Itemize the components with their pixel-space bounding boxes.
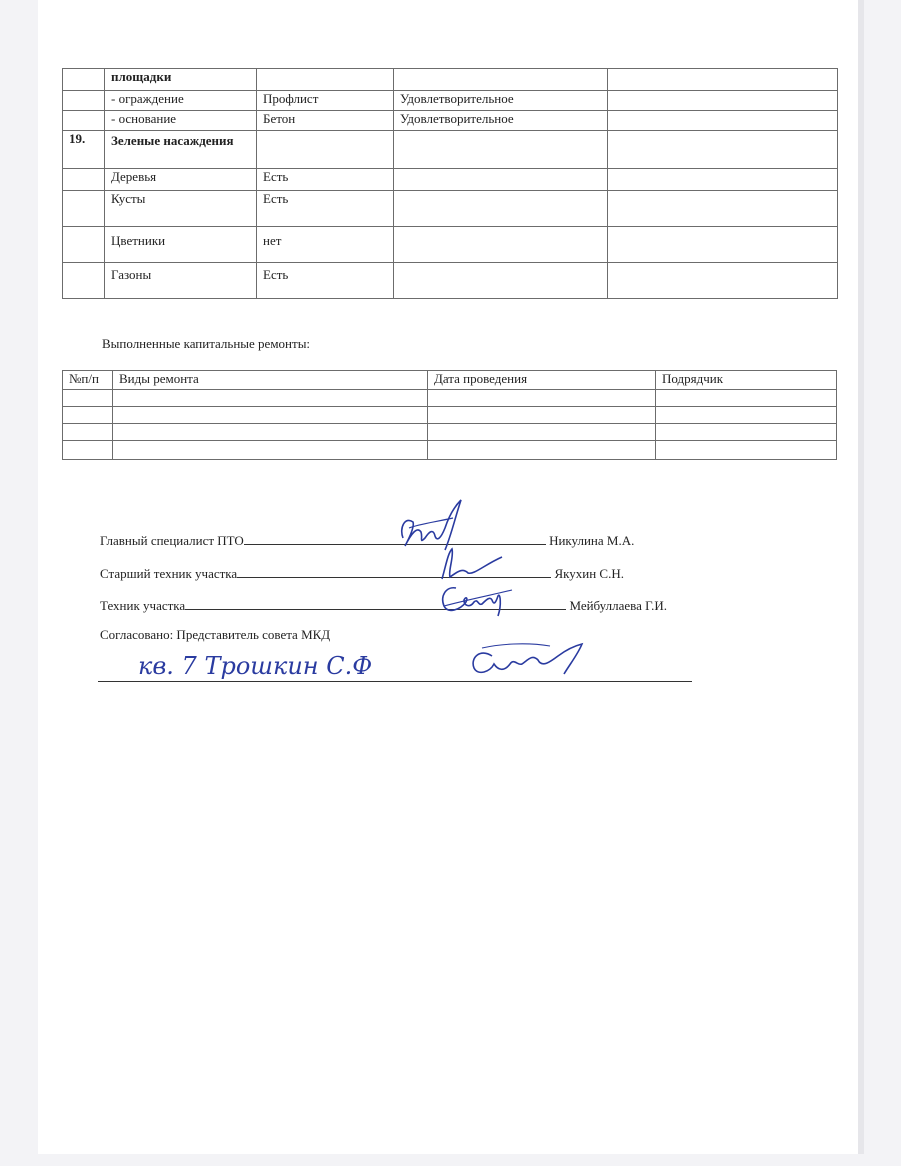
table-cell: Бетон bbox=[257, 111, 394, 131]
table-row bbox=[63, 441, 837, 460]
header-repair-type: Виды ремонта bbox=[113, 371, 428, 390]
table-cell: Деревья bbox=[105, 169, 257, 191]
table-cell bbox=[608, 131, 838, 169]
handwritten-council-signature bbox=[130, 642, 610, 690]
repairs-table bbox=[62, 370, 837, 460]
page-edge bbox=[858, 0, 864, 1154]
table-cell bbox=[63, 111, 105, 131]
table-header-row bbox=[63, 371, 837, 390]
table-cell: площадки bbox=[105, 69, 257, 91]
table-cell: Удовлетворительное bbox=[394, 111, 608, 131]
table-cell bbox=[608, 111, 838, 131]
table-cell: Цветники bbox=[105, 227, 257, 263]
tech-name: Мейбуллаева Г.И. bbox=[569, 598, 668, 613]
signature-tech-icon bbox=[436, 582, 516, 618]
table-row bbox=[63, 131, 838, 169]
table-cell bbox=[257, 131, 394, 169]
signature-row-senior bbox=[100, 565, 624, 582]
table-cell bbox=[394, 191, 608, 227]
table-cell: Есть bbox=[257, 191, 394, 227]
table-cell bbox=[63, 263, 105, 299]
table-cell: Газоны bbox=[105, 263, 257, 299]
table-row bbox=[63, 69, 838, 91]
table-cell bbox=[394, 131, 608, 169]
table-cell bbox=[394, 69, 608, 91]
table-cell: Профлист bbox=[257, 91, 394, 111]
repairs-caption: Выполненные капитальные ремонты: bbox=[102, 336, 311, 351]
table-cell: - ограждение bbox=[105, 91, 257, 111]
table-row bbox=[63, 390, 837, 407]
council-signature-line bbox=[98, 681, 692, 682]
table-row bbox=[63, 263, 838, 299]
table-cell bbox=[608, 263, 838, 299]
table-cell bbox=[63, 169, 105, 191]
handwritten-text: кв. 7 Трошкин С.Ф bbox=[138, 652, 373, 680]
table-cell: нет bbox=[257, 227, 394, 263]
table-row bbox=[63, 169, 838, 191]
header-number: №п/п bbox=[63, 371, 113, 390]
table-cell bbox=[257, 69, 394, 91]
senior-title: Старший техник участка bbox=[100, 566, 238, 581]
table-row bbox=[63, 424, 837, 441]
table-row bbox=[63, 111, 838, 131]
table-cell: Кусты bbox=[105, 191, 257, 227]
signature-row-chief bbox=[100, 532, 634, 549]
table-cell bbox=[608, 91, 838, 111]
chief-title: Главный специалист ПТО bbox=[100, 533, 244, 548]
table-cell: - основание bbox=[105, 111, 257, 131]
table-cell bbox=[63, 191, 105, 227]
inventory-table bbox=[62, 68, 838, 299]
table-cell: Есть bbox=[257, 169, 394, 191]
table-row bbox=[63, 407, 837, 424]
header-date: Дата проведения bbox=[428, 371, 656, 390]
header-contractor: Подрядчик bbox=[656, 371, 837, 390]
signature-row-tech bbox=[100, 597, 667, 614]
table-row bbox=[63, 227, 838, 263]
table-cell bbox=[608, 227, 838, 263]
table-cell bbox=[608, 191, 838, 227]
signature-senior-icon bbox=[432, 545, 512, 585]
table-cell bbox=[63, 91, 105, 111]
chief-name: Никулина М.А. bbox=[549, 533, 635, 548]
table-cell bbox=[394, 227, 608, 263]
table-cell: Удовлетворительное bbox=[394, 91, 608, 111]
table-cell bbox=[394, 169, 608, 191]
table-cell bbox=[63, 227, 105, 263]
agreed-text: Согласовано: Представитель совета МКД bbox=[100, 627, 331, 642]
table-cell: 19. bbox=[63, 131, 105, 169]
table-cell bbox=[394, 263, 608, 299]
table-cell bbox=[608, 69, 838, 91]
senior-name: Якухин С.Н. bbox=[554, 566, 624, 581]
table-cell: Зеленые насаждения bbox=[105, 131, 257, 169]
table-cell bbox=[63, 69, 105, 91]
table-row bbox=[63, 91, 838, 111]
table-cell bbox=[608, 169, 838, 191]
tech-title: Техник участка bbox=[100, 598, 186, 613]
table-cell: Есть bbox=[257, 263, 394, 299]
table-row bbox=[63, 191, 838, 227]
